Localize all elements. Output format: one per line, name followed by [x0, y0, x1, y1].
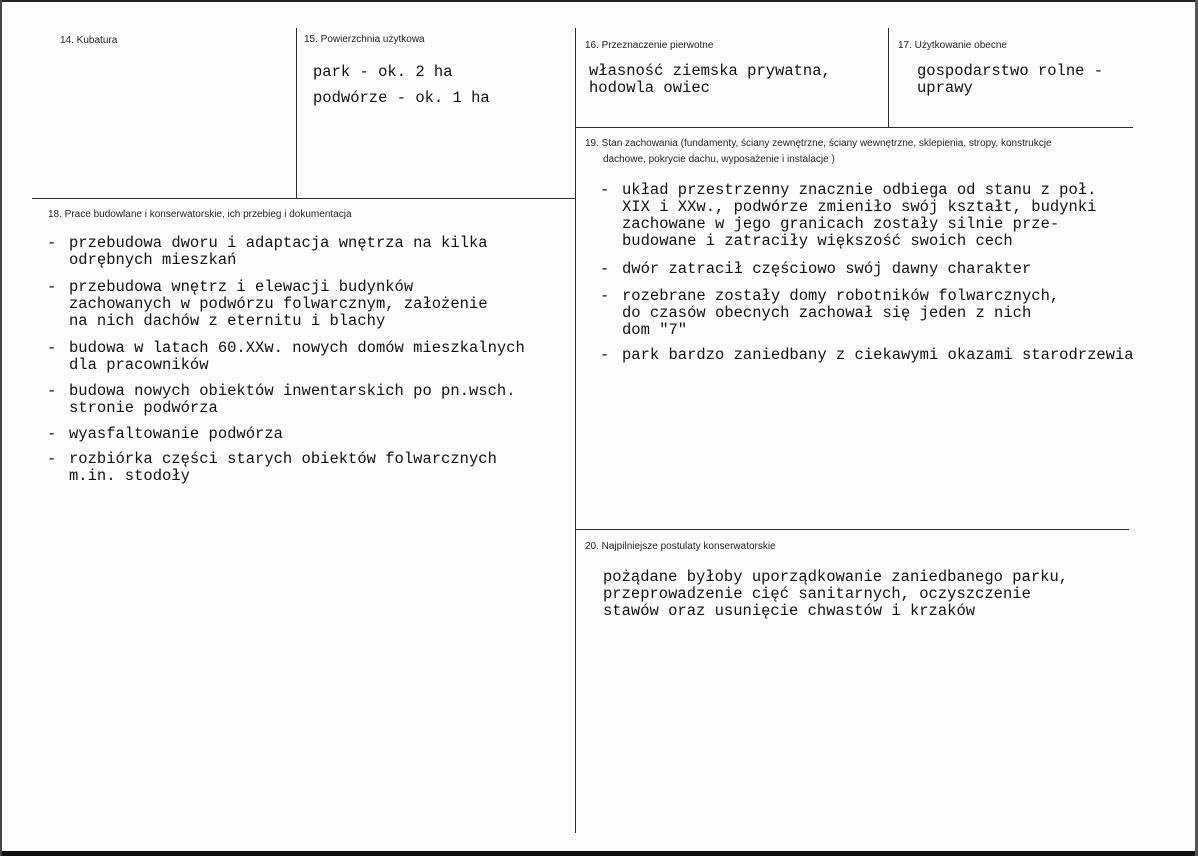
list-dash: - [47, 339, 57, 357]
item-text: dwór zatracił częściowo swój dawny charakter [622, 260, 1032, 278]
field-15-label: 15. Powierzchnia użytkowa [304, 34, 425, 45]
list-dash: - [47, 382, 57, 400]
field-18-label: 18. Prace budowlane i konserwatorskie, ich przebieg i dokumentacja [48, 209, 352, 220]
card-top-edge [0, 0, 1198, 2]
list-dash: - [47, 425, 57, 443]
divider-h-top-of-18 [32, 198, 576, 199]
divider-v-14-15 [296, 28, 297, 198]
divider-v-16-17 [888, 28, 889, 127]
field-17-text: gospodarstwo rolne - uprawy [917, 62, 1104, 97]
item-text: rozbiórka części starych obiektów folwarcznych m.in. stodoły [69, 450, 497, 485]
list-dash: - [600, 287, 610, 305]
field-16-text: własność ziemska prywatna, hodowla owiec [589, 62, 831, 97]
divider-h-top-of-20 [576, 529, 1129, 530]
field-20-text: pożądane byłoby uporządkowanie zaniedbanego parku, przeprowadzenie cięć sanitarnych, oczyszczenie stawów oraz usunięcie chwastów i krzaków [603, 568, 1069, 620]
list-dash: - [47, 278, 57, 296]
item-text: wyasfaltowanie podwórza [69, 425, 283, 443]
item-text: układ przestrzenny znacznie odbiega od stanu z poł. XIX i XXw., podwórze zmieniło swój kształt, budynki zachowane w jego granicach zostały silnie prze- budowane i zatraciły większość swoich cech [622, 181, 1097, 250]
card-bottom-edge [0, 851, 1198, 856]
item-text: park bardzo zaniedbany z ciekawymi okazami starodrzewia [622, 346, 1134, 364]
field-15-line-1: park - ok. 2 ha [313, 63, 453, 81]
field-17-label: 17. Użytkowanie obecne [898, 40, 1007, 51]
field-15-line-2: podwórze - ok. 1 ha [313, 89, 490, 107]
item-text: przebudowa dworu i adaptacja wnętrza na kilka odrębnych mieszkań [69, 234, 488, 269]
item-text: przebudowa wnętrz i elewacji budynków zachowanych w podwórzu folwarcznym, założenie na nich dachów z eternitu i blachy [69, 278, 488, 330]
field-14-label: 14. Kubatura [60, 35, 118, 46]
item-text: rozebrane zostały domy robotników folwarcznych, do czasów obecnych zachował się jeden z nich dom "7" [622, 287, 1060, 339]
card-left-edge [0, 0, 2, 856]
divider-v-center [575, 28, 576, 833]
list-dash: - [600, 181, 610, 199]
field-16-label: 16. Przeznaczenie pierwotne [585, 40, 714, 51]
field-19-label-line-2: dachowe, pokrycie dachu, wyposażenie i instalacje ) [603, 154, 835, 165]
list-dash: - [600, 260, 610, 278]
item-text: budowa nowych obiektów inwentarskich po pn.wsch. stronie podwórza [69, 382, 516, 417]
field-19-label-line-1: 19. Stan zachowania (fundamenty, ściany zewnętrzne, ściany wewnętrzne, sklepienia, stropy, konstrukcje [585, 138, 1052, 149]
list-dash: - [600, 346, 610, 364]
divider-h-top-of-19 [576, 127, 1133, 128]
list-dash: - [47, 450, 57, 468]
field-20-label: 20. Najpilniejsze postulaty konserwatorskie [585, 541, 776, 552]
list-dash: - [47, 234, 57, 252]
item-text: budowa w latach 60.XXw. nowych domów mieszkalnych dla pracowników [69, 339, 525, 374]
